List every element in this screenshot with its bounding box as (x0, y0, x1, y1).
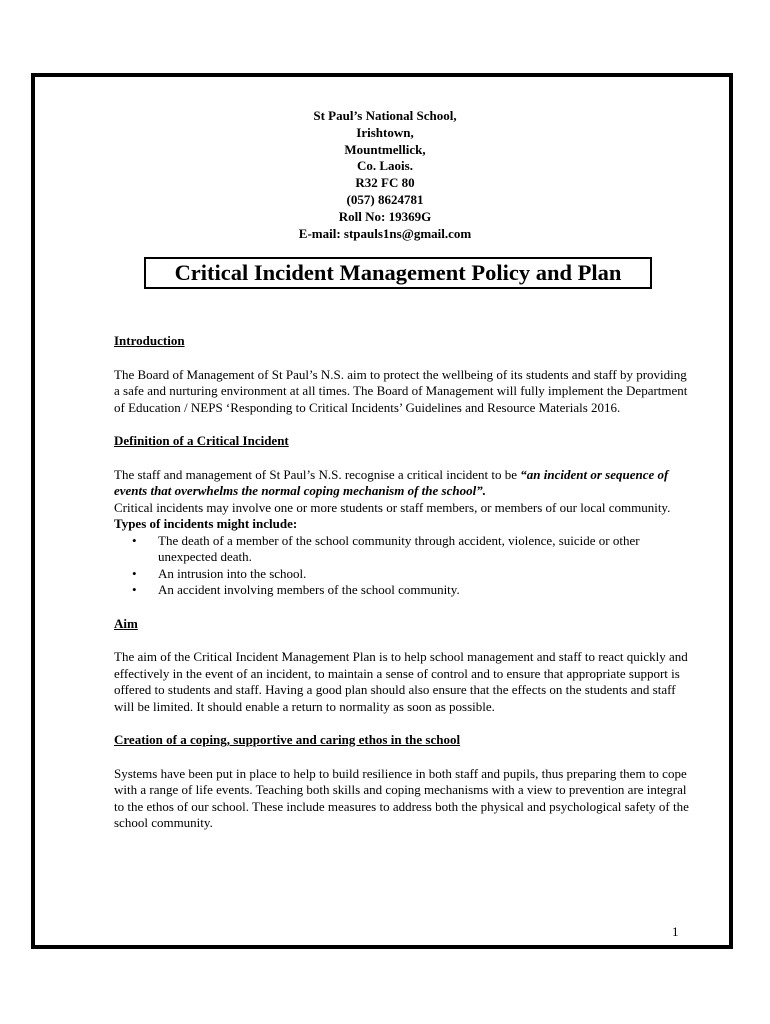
list-item (114, 582, 689, 599)
address-line-town: Irishtown, (356, 124, 414, 140)
page-number: 1 (672, 924, 679, 939)
ethos-paragraph: Systems have been put in place to help to build resilience in both staff and pupils, thus preparing them to cope with a range of life events. Teaching both skills and coping mechanisms with a view to prevention are integral to the ethos of our school. These include measures to address both the physical and psychological safety of the school community. (114, 765, 689, 830)
address-line-roll-number: Roll No: 19369G (338, 208, 432, 224)
aim-heading: Aim (114, 615, 138, 631)
incident-types-list (114, 533, 689, 599)
bullet-icon: • (132, 565, 137, 581)
list-item-text: The death of a member of the school community through accident, violence, suicide or other unexpected death. (158, 532, 640, 564)
address-line-phone: (057) 8624781 (346, 191, 424, 207)
ethos-heading: Creation of a coping, supportive and caring ethos in the school (114, 732, 461, 747)
address-line-town-2: Mountmellick, (344, 141, 426, 157)
definition-paragraph (114, 467, 689, 500)
document-title: Critical Incident Management Policy and Plan (144, 257, 652, 289)
address-line-county: Co. Laois. (357, 158, 413, 174)
bullet-icon: • (132, 582, 137, 597)
definition-body: Critical incidents may involve one or more students or staff members, or members of our local community. (114, 499, 671, 515)
definition-lead: The staff and management of St Paul’s N.S. recognise a critical incident to be (114, 466, 521, 482)
document-body (114, 333, 689, 832)
list-item-text: An accident involving members of the school community. (158, 582, 460, 597)
address-line-email: E-mail: stpauls1ns@gmail.com (298, 225, 472, 241)
address-line-school-name: St Paul’s National School, (313, 108, 457, 123)
introduction-paragraph: The Board of Management of St Paul’s N.S. aim to protect the wellbeing of its students and staff by providing a safe and nurturing environment at all times. The Board of Management will fully implement the Department of Education / NEPS ‘Responding to Critical Incidents’ Guidelines and Resource Materials 2016. (114, 366, 688, 415)
definition-heading: Definition of a Critical Incident (114, 433, 289, 448)
types-heading: Types of incidents might include: (114, 516, 298, 531)
school-address (0, 108, 770, 242)
definition-quote: “an incident or sequence of events that overwhelms the normal coping mechanism of the school”. (114, 466, 669, 498)
address-line-eircode: R32 FC 80 (355, 175, 415, 191)
bullet-icon: • (132, 532, 137, 548)
aim-paragraph: The aim of the Critical Incident Management Plan is to help school management and staff to react quickly and effectively in the event of an incident, to maintain a sense of control and to ensure that appropriate support is offered to students and staff. Having a good plan should also ensure that the effects on the students and staff will be limited. It should enable a return to normality as soon as possible. (114, 649, 688, 714)
list-item (114, 566, 689, 583)
introduction-heading: Introduction (114, 333, 185, 348)
list-item-text: An intrusion into the school. (158, 565, 307, 581)
list-item (114, 533, 689, 566)
